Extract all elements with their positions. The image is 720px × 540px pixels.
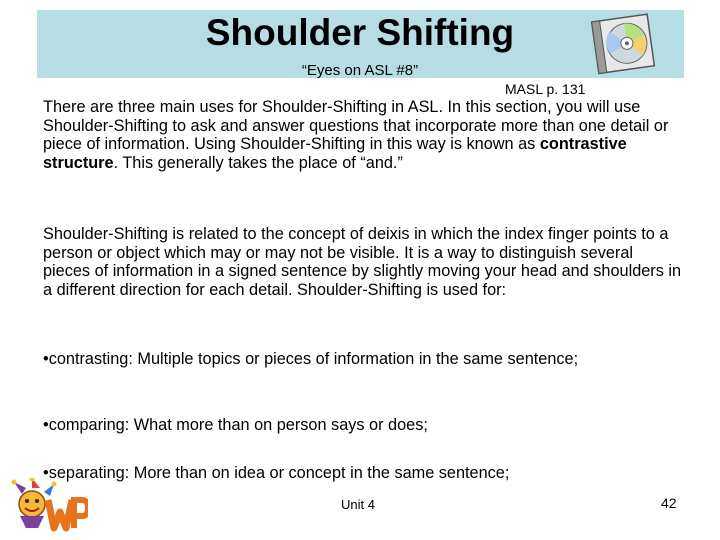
paragraph-intro: There are three main uses for Shoulder-Shifting in ASL. In this section, you will use Shoulder-Shifting to ask and answer questions that incorporate more than one detail or piece of information. Using Shoulder-Shifting in this way is known as contrastive structure. This generally takes the place of “and.” (43, 98, 669, 172)
paragraph-deixis: Shoulder-Shifting is related to the concept of deixis in which the index finger points to a person or object which may or may not be visible. It is a way to distinguish several pieces of information in a signed sentence by slightly moving your head and shoulders in a different direction for each detail. Shoulder-Shifting is used for: (43, 225, 682, 299)
bullet-contrasting: •contrasting: Multiple topics or pieces of information in the same sentence; (43, 350, 579, 368)
page-number: 42 (661, 495, 677, 511)
cd-case-icon (587, 12, 657, 76)
footer-unit: Unit 4 (341, 497, 375, 512)
jester-wp-logo (8, 478, 88, 536)
slide-title: Shoulder Shifting (205, 12, 515, 53)
bullet-separating: •separating: More than on idea or concept in the same sentence; (43, 464, 510, 482)
page-reference: MASL p. 131 (505, 81, 586, 97)
slide-subtitle: “Eyes on ASL #8” (301, 62, 419, 79)
bullet-comparing: •comparing: What more than on person says or does; (43, 416, 428, 434)
bold-term: contrastive structure (43, 135, 627, 172)
